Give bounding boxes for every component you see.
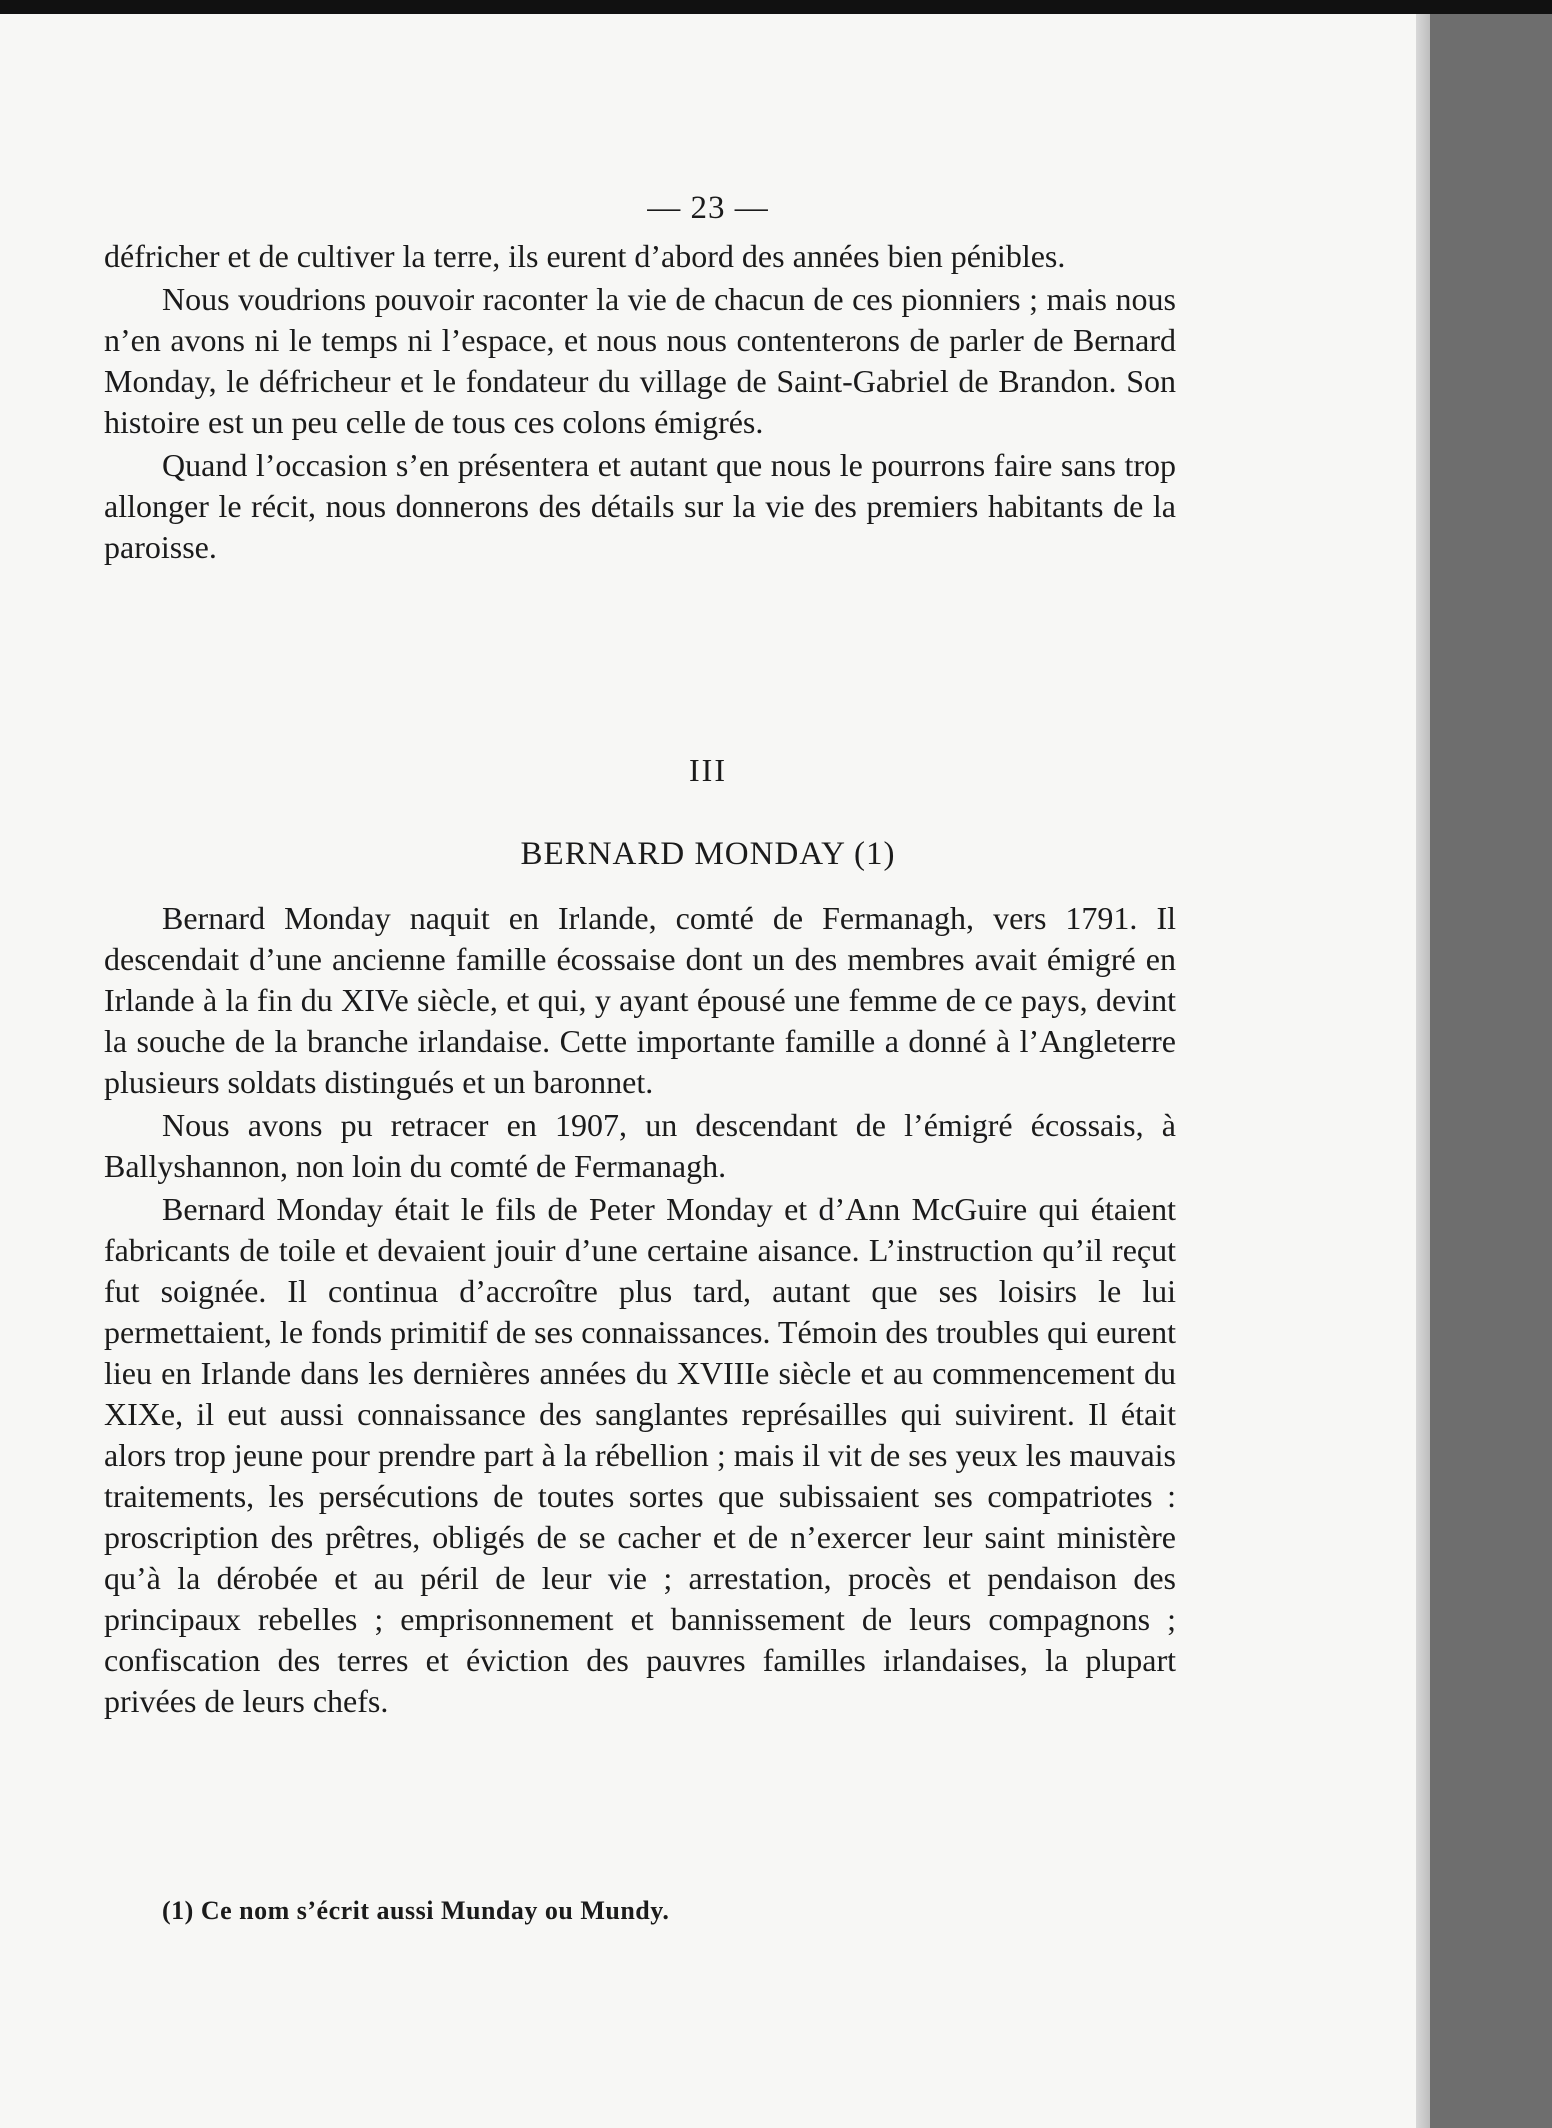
scan-top-border [0, 0, 1552, 14]
chapter-number: III [689, 752, 727, 788]
paragraph: défricher et de cultiver la terre, ils eurent d’abord des années bien pénibles. [104, 238, 1066, 274]
page-edge [1416, 14, 1430, 2128]
paragraph: Bernard Monday était le fils de Peter Monday et d’Ann McGuire qui étaient fabricants de toile et devaient jouir d’une certaine aisance. L’instruction qu’il reçut fut soignée. Il continua d’accroître plus tard, autant que ses loisirs le lui permettaient, le fonds primitif de ses connaissances. Témoin des troubles qui eurent lieu en Irlande dans les dernières années du XVIIIe siècle et au commencement du XIXe, il eut aussi connaissance des sanglantes représailles qui suivirent. Il était alors trop jeune pour prendre part à la rébellion ; mais il vit de ses yeux les mauvais traitements, les persécutions de toutes sortes que subissaient ses compatriotes : proscription des prêtres, obligés de se cacher et de n’exercer leur saint ministère qu’à la dérobée et au péril de leur vie ; arrestation, procès et pendaison des principaux rebelles ; emprisonnement et bannissement de leurs compagnons ; confiscation des terres et éviction des pauvres familles irlandaises, la plupart privées de leurs chefs. [104, 1191, 1177, 1719]
chapter-body [104, 898, 1176, 1722]
paragraph: Bernard Monday naquit en Irlande, comté de Fermanagh, vers 1791. Il descendait d’une ancienne famille écossaise dont un des membres avait émigré en Irlande à la fin du XIVe siècle, et qui, y ayant épousé une femme de ce pays, devint la souche de la branche irlandaise. Cette importante famille a donné à l’Angleterre plusieurs soldats distingués et un baronnet. [104, 900, 1176, 1100]
book-page [0, 14, 1416, 2128]
chapter-title: BERNARD MONDAY (1) [520, 836, 896, 872]
paragraph: Nous voudrions pouvoir raconter la vie de chacun de ces pionniers ; mais nous n’en avons ni le temps ni l’espace, et nous nous contenterons de parler de Bernard Monday, le défricheur et le fondateur du village de Saint-Gabriel de Brandon. Son histoire est un peu celle de tous ces colons émigrés. [104, 281, 1176, 440]
paragraph: Nous avons pu retracer en 1907, un descendant de l’émigré écossais, à Ballyshannon, non loin du comté de Fermanagh. [104, 1107, 1176, 1184]
paragraph: Quand l’occasion s’en présentera et autant que nous le pourrons faire sans trop allonger le récit, nous donnerons des détails sur la vie des premiers habitants de la paroisse. [104, 447, 1176, 565]
scan-backdrop [1430, 14, 1552, 2128]
intro-text [104, 236, 1176, 568]
footnote: (1) Ce nom s’écrit aussi Munday ou Mundy. [162, 1896, 670, 1925]
page-number: — 23 — [647, 190, 769, 226]
